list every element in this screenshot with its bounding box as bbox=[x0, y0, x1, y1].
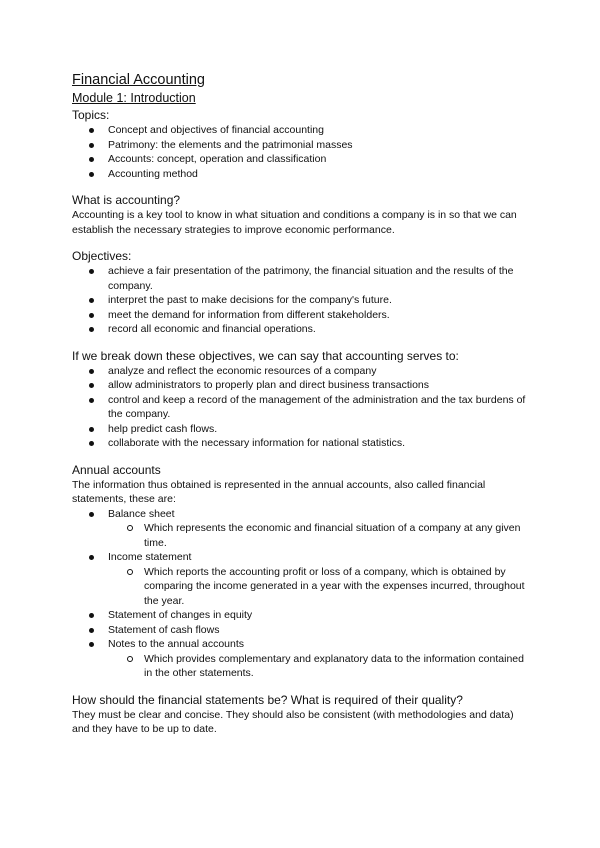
objectives-heading: Objectives: bbox=[72, 249, 132, 263]
sub-list-item-text: Which provides complementary and explanatory data to the information contained in the other statements. bbox=[144, 652, 524, 679]
bullet-icon bbox=[89, 555, 94, 560]
list-item bbox=[72, 167, 532, 182]
list-item-text: Notes to the annual accounts bbox=[108, 638, 245, 650]
objectives-list bbox=[72, 264, 532, 337]
module-subtitle: Module 1: Introduction bbox=[72, 91, 196, 105]
bullet-icon bbox=[89, 327, 94, 332]
list-item-text: meet the demand for information from different stakeholders. bbox=[108, 308, 390, 321]
topics-list bbox=[72, 123, 532, 181]
bullet-icon bbox=[89, 427, 94, 432]
sub-list-item bbox=[108, 521, 532, 550]
list-item bbox=[72, 322, 532, 337]
list-item bbox=[72, 308, 532, 323]
list-item-text: control and keep a record of the management of the administration and the tax burdens of the company. bbox=[108, 393, 526, 420]
list-item bbox=[72, 637, 532, 681]
annual-accounts-list bbox=[72, 507, 532, 681]
list-item bbox=[72, 550, 532, 608]
list-item-text: Income statement bbox=[108, 551, 192, 563]
list-item-text: Balance sheet bbox=[108, 507, 175, 520]
serves-heading: If we break down these objectives, we can say that accounting serves to: bbox=[72, 348, 459, 363]
sub-list bbox=[108, 521, 532, 550]
list-item-text: Statement of changes in equity bbox=[108, 609, 253, 621]
bullet-icon bbox=[89, 383, 94, 388]
bullet-icon bbox=[89, 172, 94, 177]
bullet-icon bbox=[89, 441, 94, 446]
list-item bbox=[72, 507, 532, 551]
bullet-icon bbox=[89, 313, 94, 318]
sub-list bbox=[108, 565, 532, 609]
hollow-bullet-icon bbox=[127, 656, 133, 662]
bullet-icon bbox=[89, 398, 94, 403]
hollow-bullet-icon bbox=[127, 525, 133, 531]
sub-list bbox=[108, 652, 532, 681]
list-item-text: help predict cash flows. bbox=[108, 422, 218, 435]
list-item bbox=[72, 422, 532, 437]
list-item bbox=[72, 123, 532, 138]
list-item bbox=[72, 264, 532, 293]
list-item bbox=[72, 364, 532, 379]
sub-list-item bbox=[108, 565, 532, 609]
list-item-text: analyze and reflect the economic resources of a company bbox=[108, 364, 377, 377]
list-item-text: Statement of cash flows bbox=[108, 623, 220, 636]
bullet-icon bbox=[89, 613, 94, 618]
sub-list-item-text: Which represents the economic and financial situation of a company at any given time. bbox=[144, 522, 521, 549]
quality-paragraph: They must be clear and concise. They should also be consistent (with methodologies and data) and they have to be up to date. bbox=[72, 708, 514, 735]
list-item bbox=[72, 378, 532, 393]
quality-heading: How should the financial statements be? What is required of their quality? bbox=[72, 692, 463, 707]
bullet-icon bbox=[89, 369, 94, 374]
bullet-icon bbox=[89, 628, 94, 633]
list-item-text: Accounting method bbox=[108, 167, 198, 180]
topics-heading: Topics: bbox=[72, 108, 110, 122]
list-item bbox=[72, 393, 532, 422]
bullet-icon bbox=[89, 128, 94, 133]
sub-list-item-text: Which reports the accounting profit or loss of a company, which is obtained by comparing the income generated in a year with the expenses incurred, throughout the year. bbox=[144, 565, 525, 607]
list-item-text: Patrimony: the elements and the patrimonial masses bbox=[108, 138, 353, 151]
list-item-text: achieve a fair presentation of the patrimony, the financial situation and the results of the company. bbox=[108, 265, 514, 292]
list-item bbox=[72, 608, 532, 623]
bullet-icon bbox=[89, 269, 94, 274]
list-item bbox=[72, 293, 532, 308]
annual-accounts-paragraph: The information thus obtained is represented in the annual accounts, also called financial statements, these are: bbox=[72, 478, 486, 505]
document-page bbox=[72, 70, 532, 737]
bullet-icon bbox=[89, 298, 94, 303]
bullet-icon bbox=[89, 143, 94, 148]
list-item-text: record all economic and financial operations. bbox=[108, 323, 316, 335]
list-item-text: collaborate with the necessary information for national statistics. bbox=[108, 437, 406, 449]
list-item-text: allow administrators to properly plan and direct business transactions bbox=[108, 379, 429, 391]
bullet-icon bbox=[89, 512, 94, 517]
annual-accounts-heading: Annual accounts bbox=[72, 462, 161, 477]
serves-list bbox=[72, 364, 532, 451]
what-is-heading: What is accounting? bbox=[72, 193, 181, 207]
list-item bbox=[72, 623, 532, 638]
list-item bbox=[72, 138, 532, 153]
list-item bbox=[72, 436, 532, 451]
what-is-paragraph: Accounting is a key tool to know in what situation and conditions a company is in so that we can establish the necessary strategies to improve economic performance. bbox=[72, 209, 517, 236]
hollow-bullet-icon bbox=[127, 569, 133, 575]
bullet-icon bbox=[89, 157, 94, 162]
bullet-icon bbox=[89, 642, 94, 647]
list-item-text: interpret the past to make decisions for the company's future. bbox=[108, 294, 392, 306]
list-item-text: Accounts: concept, operation and classification bbox=[108, 153, 327, 165]
list-item bbox=[72, 152, 532, 167]
sub-list-item bbox=[108, 652, 532, 681]
document-title: Financial Accounting bbox=[72, 72, 205, 88]
list-item-text: Concept and objectives of financial accounting bbox=[108, 124, 324, 136]
